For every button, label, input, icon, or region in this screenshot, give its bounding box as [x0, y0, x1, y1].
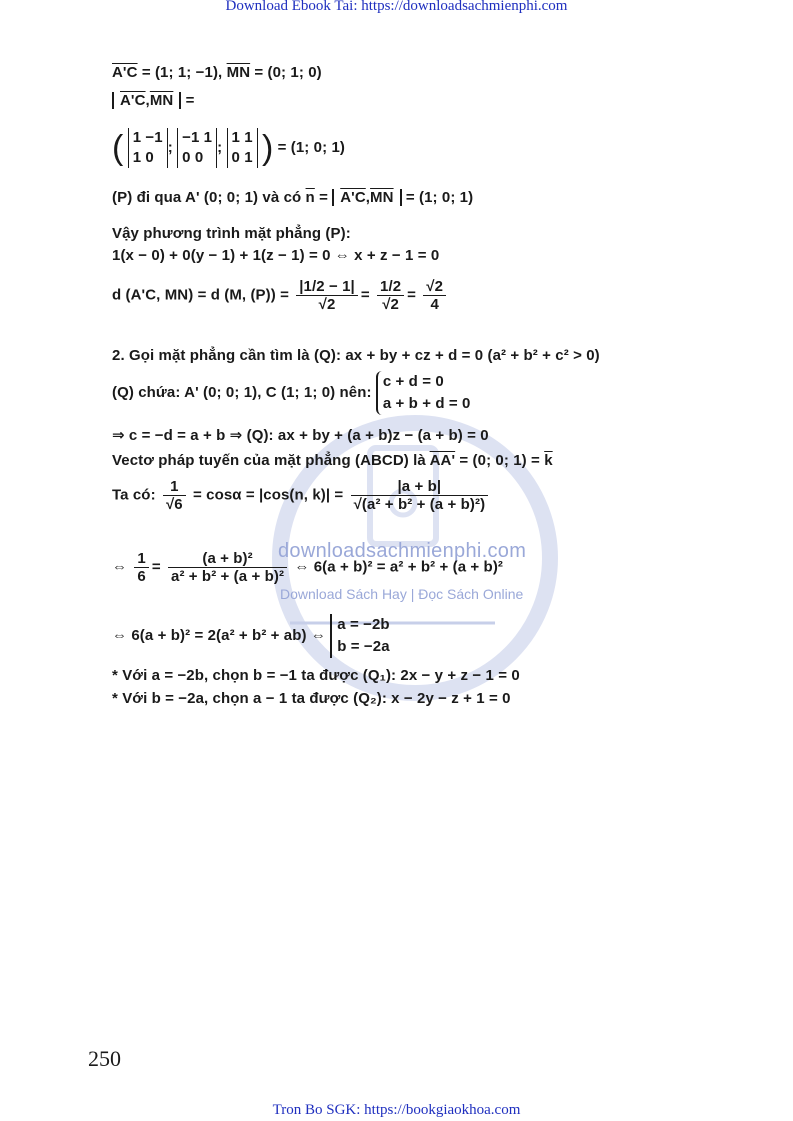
- line-plane-p: [112, 189, 473, 206]
- matrix-3: [227, 128, 258, 168]
- text: Vectơ pháp tuyến của mặt phẳng (ABCD) là: [112, 452, 430, 469]
- text: = (0; 1; 0): [250, 64, 322, 81]
- matrix-2: [177, 128, 217, 168]
- numerator: √2: [423, 278, 446, 296]
- matrix-1: [128, 128, 168, 168]
- watermark-tagline: Download Sách Hay | Đọc Sách Online: [280, 586, 524, 602]
- row: −1 1: [182, 129, 213, 146]
- vector-n: $\overline{n}$: [305, 189, 315, 206]
- numerator: 1: [134, 550, 148, 568]
- line-system: [112, 371, 470, 415]
- text: =: [314, 189, 333, 206]
- line-equation: 1(x − 0) + 0(y − 1) + 1(z − 1) = 0 ⇔ x + z − 1 = 0: [112, 247, 440, 264]
- text: ⇔: [112, 558, 128, 576]
- line-determinants: ( 1 −1 1 0; −1 1 0 0; 1 1 0 1 ) = (1; 0; 1): [112, 129, 346, 167]
- denominator: 4: [430, 296, 439, 313]
- bracket: $A'C,\overline{MN}$: [332, 189, 401, 206]
- row: c + d = 0: [382, 373, 444, 390]
- fraction: [296, 278, 358, 313]
- line-equation: ⇒ c = −d = a + b ⇒ (Q): ax + by + (a + b)z − (a + b) = 0: [112, 427, 489, 444]
- row: a + b + d = 0: [382, 395, 471, 412]
- line-cross-product: [112, 92, 195, 109]
- bracket: $A'C,\overline{MN}$: [112, 92, 181, 109]
- denominator: 6: [137, 568, 146, 585]
- fraction: [351, 478, 489, 513]
- text: = cosα = |cos(n, k)| =: [188, 486, 344, 504]
- line-cases: [112, 614, 390, 658]
- text: ⇔ 6(a + b)² = 2(a² + b² + ab) ⇔: [112, 626, 326, 644]
- denominator: √2: [382, 296, 399, 313]
- page-number: 250: [88, 1046, 121, 1071]
- fraction: [134, 550, 148, 585]
- numerator: |1/2 − 1|: [296, 278, 358, 296]
- fraction: [168, 550, 287, 585]
- cases: [330, 614, 389, 658]
- vector-aa: AA': [429, 452, 456, 469]
- header-link[interactable]: Download Ebook Tai: https://downloadsachmienphi.com: [225, 0, 568, 14]
- numerator: (a + b)²: [168, 550, 287, 568]
- line-case-2: * Với b = −2a, chọn a − 1 ta được (Q₂): x − 2y − z + 1 = 0: [112, 690, 511, 707]
- text: = (1; 0; 1): [401, 189, 474, 206]
- fraction: [423, 278, 446, 313]
- text: =: [151, 558, 161, 576]
- vector-mn: $\overline{MN}$: [370, 189, 394, 206]
- vector-mn: $\overline{MN}$: [226, 64, 251, 81]
- text: = (1; 1; −1),: [137, 64, 227, 81]
- system: [376, 371, 471, 415]
- row: 0 1: [231, 149, 253, 166]
- line-normal-vector: [112, 452, 553, 469]
- text: =: [181, 92, 195, 109]
- row: b = −2a: [337, 638, 390, 655]
- text: d (A'C, MN) = d (M, (P)) =: [112, 286, 289, 304]
- row: 1 0: [132, 149, 154, 166]
- denominator: √6: [165, 496, 183, 513]
- denominator: a² + b² + (a + b)²: [171, 568, 285, 585]
- numerator: 1: [163, 478, 186, 496]
- vector-ac: A'C: [340, 189, 366, 206]
- numerator: |a + b|: [351, 478, 489, 496]
- text: Ta có:: [112, 486, 156, 504]
- denominator: √(a² + b² + (a + b)²): [353, 496, 486, 513]
- vector-k: $\overline{k}$: [544, 452, 553, 469]
- row: 1 1: [231, 129, 253, 146]
- text: = (0; 0; 1) =: [455, 452, 545, 469]
- watermark-url: downloadsachmienphi.com: [278, 540, 527, 562]
- row: 0 0: [182, 149, 204, 166]
- row: a = −2b: [337, 616, 390, 633]
- line-equivalence: [112, 550, 503, 585]
- line-cosine: [112, 478, 491, 513]
- denominator: √2: [318, 296, 336, 313]
- numerator: 1/2: [377, 278, 404, 296]
- text: = (1; 0; 1): [273, 138, 346, 156]
- line-vectors: [112, 64, 322, 81]
- fraction: [163, 478, 186, 513]
- line-case-1: * Với a = −2b, chọn b = −1 ta được (Q₁): 2x − y + z − 1 = 0: [112, 667, 520, 684]
- text: (P) đi qua A' (0; 0; 1) và có: [112, 189, 306, 206]
- row: 1 −1: [132, 129, 163, 146]
- line-distance: d (A'C, MN) = d (M, (P)) = $\frac{|1/2 - 1|}{√2}$ = $\frac{1/2}{√2}$ = $\frac{√2}{4}$: [112, 278, 449, 313]
- line-text: 2. Gọi mặt phẳng cần tìm là (Q): ax + by + cz + d = 0 (a² + b² + c² > 0): [112, 347, 600, 364]
- vector-mn: $\overline{MN}$: [149, 92, 174, 109]
- fraction: [377, 278, 404, 313]
- text: (Q) chứa: A' (0; 0; 1), C (1; 1; 0) nên:: [112, 383, 372, 401]
- text: ⇔ 6(a + b)² = a² + b² + (a + b)²: [290, 558, 504, 576]
- footer-link[interactable]: Tron Bo SGK: https://bookgiaokhoa.com: [272, 1102, 521, 1118]
- vector-ac: A'C: [120, 92, 146, 109]
- line-text: Vậy phương trình mặt phẳng (P):: [112, 225, 351, 242]
- vector-ac: A'C: [112, 64, 138, 81]
